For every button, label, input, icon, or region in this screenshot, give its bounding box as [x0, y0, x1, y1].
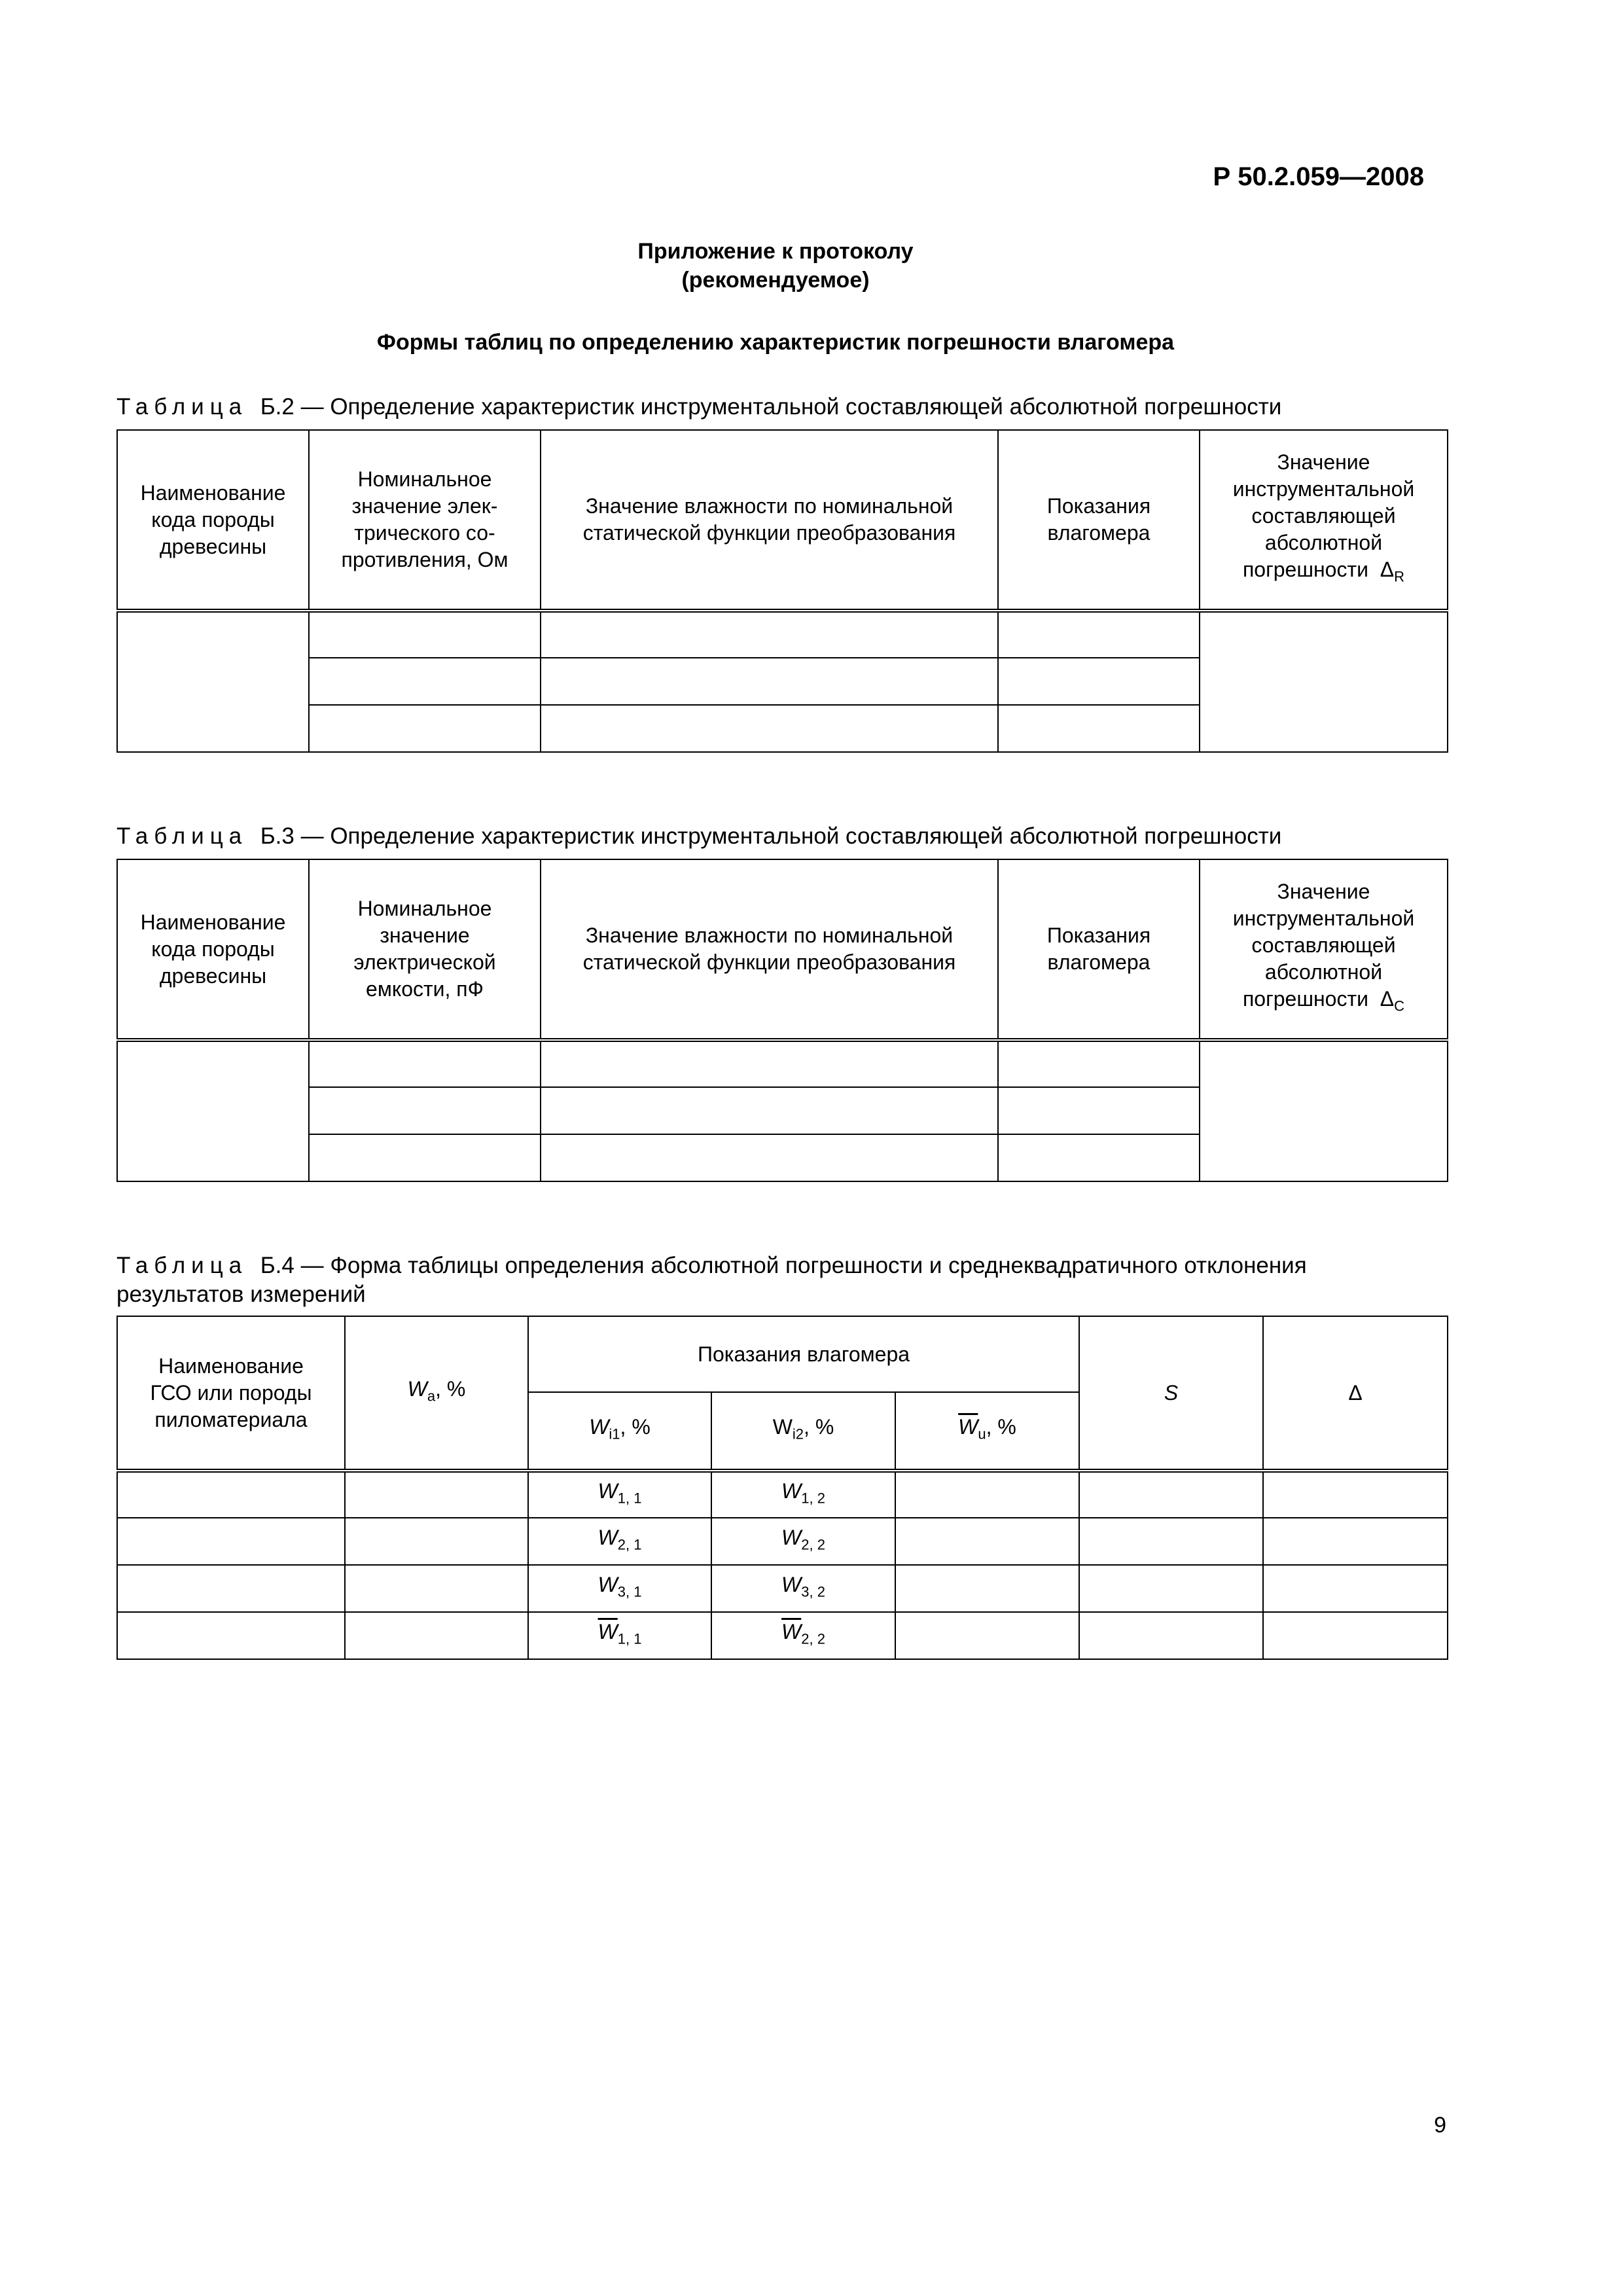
table-cell: [1079, 1612, 1263, 1659]
header-cell-nominal-resistance: Номинальное значение элек- трического со- противления, Ом: [309, 430, 541, 611]
page-number: 9: [1434, 2113, 1446, 2138]
table-word: Таблица: [116, 1253, 248, 1278]
table-cell: [117, 1612, 345, 1659]
table-b4-caption: [116, 1251, 1438, 1309]
table-number: Б.3: [260, 823, 294, 849]
table-b3-caption: [116, 822, 1438, 851]
table-caption-text: — Определение характеристик инструментальной составляющей абсолютной погрешности: [300, 394, 1282, 420]
appendix-heading: [0, 237, 1551, 295]
table-b3: [116, 859, 1448, 1182]
table-cell: [895, 1471, 1079, 1518]
table-cell: [998, 1087, 1200, 1134]
header-cell-delta: [1263, 1316, 1448, 1471]
table-cell: [541, 705, 998, 752]
header-cell-wa: $W_a$, %: [345, 1316, 528, 1471]
header-cell-species-code: Наименование кода породы древесины: [117, 859, 309, 1040]
table-cell: [309, 658, 541, 705]
table-cell: [541, 1134, 998, 1181]
header-cell-wu-mean: $\overline{W}_u$, %: [895, 1392, 1079, 1471]
table-cell: [895, 1518, 1079, 1565]
table-cell: [1200, 611, 1448, 752]
table-cell: [1079, 1518, 1263, 1565]
table-cell: [998, 705, 1200, 752]
table-cell: [345, 1612, 528, 1659]
table-cell: $W_{1, 2}$: [711, 1471, 895, 1518]
table-cell: [1200, 1040, 1448, 1181]
delta-symbol: Δ: [1348, 1380, 1363, 1405]
appendix-title: Приложение к протоколу: [637, 239, 914, 264]
table-row: [117, 1612, 1448, 1659]
header-cell-instrumental-error: Значение инструментальной составляющей абсолютной погрешности $\Delta_C$: [1200, 859, 1448, 1040]
header-cell-wi2: $W_{i2}$, %: [711, 1392, 895, 1471]
table-cell: $W_{3, 2}$: [711, 1565, 895, 1612]
document-code: Р 50.2.059—2008: [1213, 162, 1424, 191]
header-cell-meter-readings: Показания влагомера: [998, 430, 1200, 611]
header-cell-nominal-moisture: Значение влажности по номинальной статической функции преобразования: [541, 859, 998, 1040]
table-b2-caption: [116, 393, 1438, 422]
header-cell-instrumental-error: Значение инструментальной составляющей абсолютной погрешности $\Delta_R$: [1200, 430, 1448, 611]
table-cell: [117, 1471, 345, 1518]
header-cell-meter-readings: Показания влагомера: [528, 1316, 1079, 1392]
table-cell: [998, 1134, 1200, 1181]
table-cell: $W_{3, 1}$: [528, 1565, 711, 1612]
table-cell: [345, 1471, 528, 1518]
header-cell-meter-readings: Показания влагомера: [998, 859, 1200, 1040]
appendix-subtitle: (рекомендуемое): [681, 268, 870, 293]
table-cell: [541, 1040, 998, 1087]
forms-title: Формы таблиц по определению характеристик погрешности влагомера: [376, 330, 1175, 355]
table-cell: $W_{2, 2}$: [711, 1518, 895, 1565]
table-cell: [117, 1518, 345, 1565]
table-cell: [1263, 1565, 1448, 1612]
table-cell: [309, 611, 541, 658]
table-cell: [998, 1040, 1200, 1087]
table-cell: [895, 1565, 1079, 1612]
table-cell: [1079, 1471, 1263, 1518]
table-cell: $W_{2, 1}$: [528, 1518, 711, 1565]
delta-symbol: Δ: [1380, 987, 1395, 1011]
table-row: [117, 1471, 1448, 1518]
table-row: [117, 1565, 1448, 1612]
table-b2: [116, 429, 1448, 753]
table-caption-text: — Форма таблицы определения абсолютной погрешности и среднеквадратичного отклонения: [300, 1253, 1307, 1278]
table-number: Б.2: [260, 394, 294, 420]
table-cell: [1079, 1565, 1263, 1612]
table-cell: $W_{1, 1}$: [528, 1471, 711, 1518]
table-cell: [541, 658, 998, 705]
table-cell: [345, 1518, 528, 1565]
table-b4: [116, 1316, 1448, 1660]
table-cell: [1263, 1612, 1448, 1659]
table-cell: [309, 1040, 541, 1087]
table-cell: [117, 1040, 309, 1181]
table-cell: [1263, 1471, 1448, 1518]
header-cell-nominal-moisture: Значение влажности по номинальной статической функции преобразования: [541, 430, 998, 611]
table-cell: [998, 658, 1200, 705]
table-cell: [309, 705, 541, 752]
table-cell: [345, 1565, 528, 1612]
delta-symbol: Δ: [1380, 558, 1395, 582]
table-cell: $\overline{W}_{1, 1}$: [528, 1612, 711, 1659]
table-cell: [309, 1134, 541, 1181]
header-cell-gso-name: Наименование ГСО или породы пиломатериала: [117, 1316, 345, 1471]
table-word: Таблица: [116, 823, 248, 849]
table-number: Б.4: [260, 1253, 294, 1278]
table-cell: [541, 611, 998, 658]
header-cell-s: S: [1079, 1316, 1263, 1471]
table-caption-line2: результатов измерений: [116, 1282, 366, 1307]
header-cell-wi1: $W_{i1}$, %: [528, 1392, 711, 1471]
table-cell: [541, 1087, 998, 1134]
header-cell-species-code: Наименование кода породы древесины: [117, 430, 309, 611]
table-cell: [998, 611, 1200, 658]
table-cell: [895, 1612, 1079, 1659]
table-cell: [117, 611, 309, 752]
table-cell: [1263, 1518, 1448, 1565]
table-word: Таблица: [116, 394, 248, 420]
header-cell-nominal-capacitance: Номинальное значение электрической емкости, пФ: [309, 859, 541, 1040]
table-caption-text: — Определение характеристик инструментальной составляющей абсолютной погрешности: [300, 823, 1282, 849]
table-cell: [117, 1565, 345, 1612]
table-row: [117, 1518, 1448, 1565]
table-cell: $\overline{W}_{2, 2}$: [711, 1612, 895, 1659]
table-cell: [309, 1087, 541, 1134]
